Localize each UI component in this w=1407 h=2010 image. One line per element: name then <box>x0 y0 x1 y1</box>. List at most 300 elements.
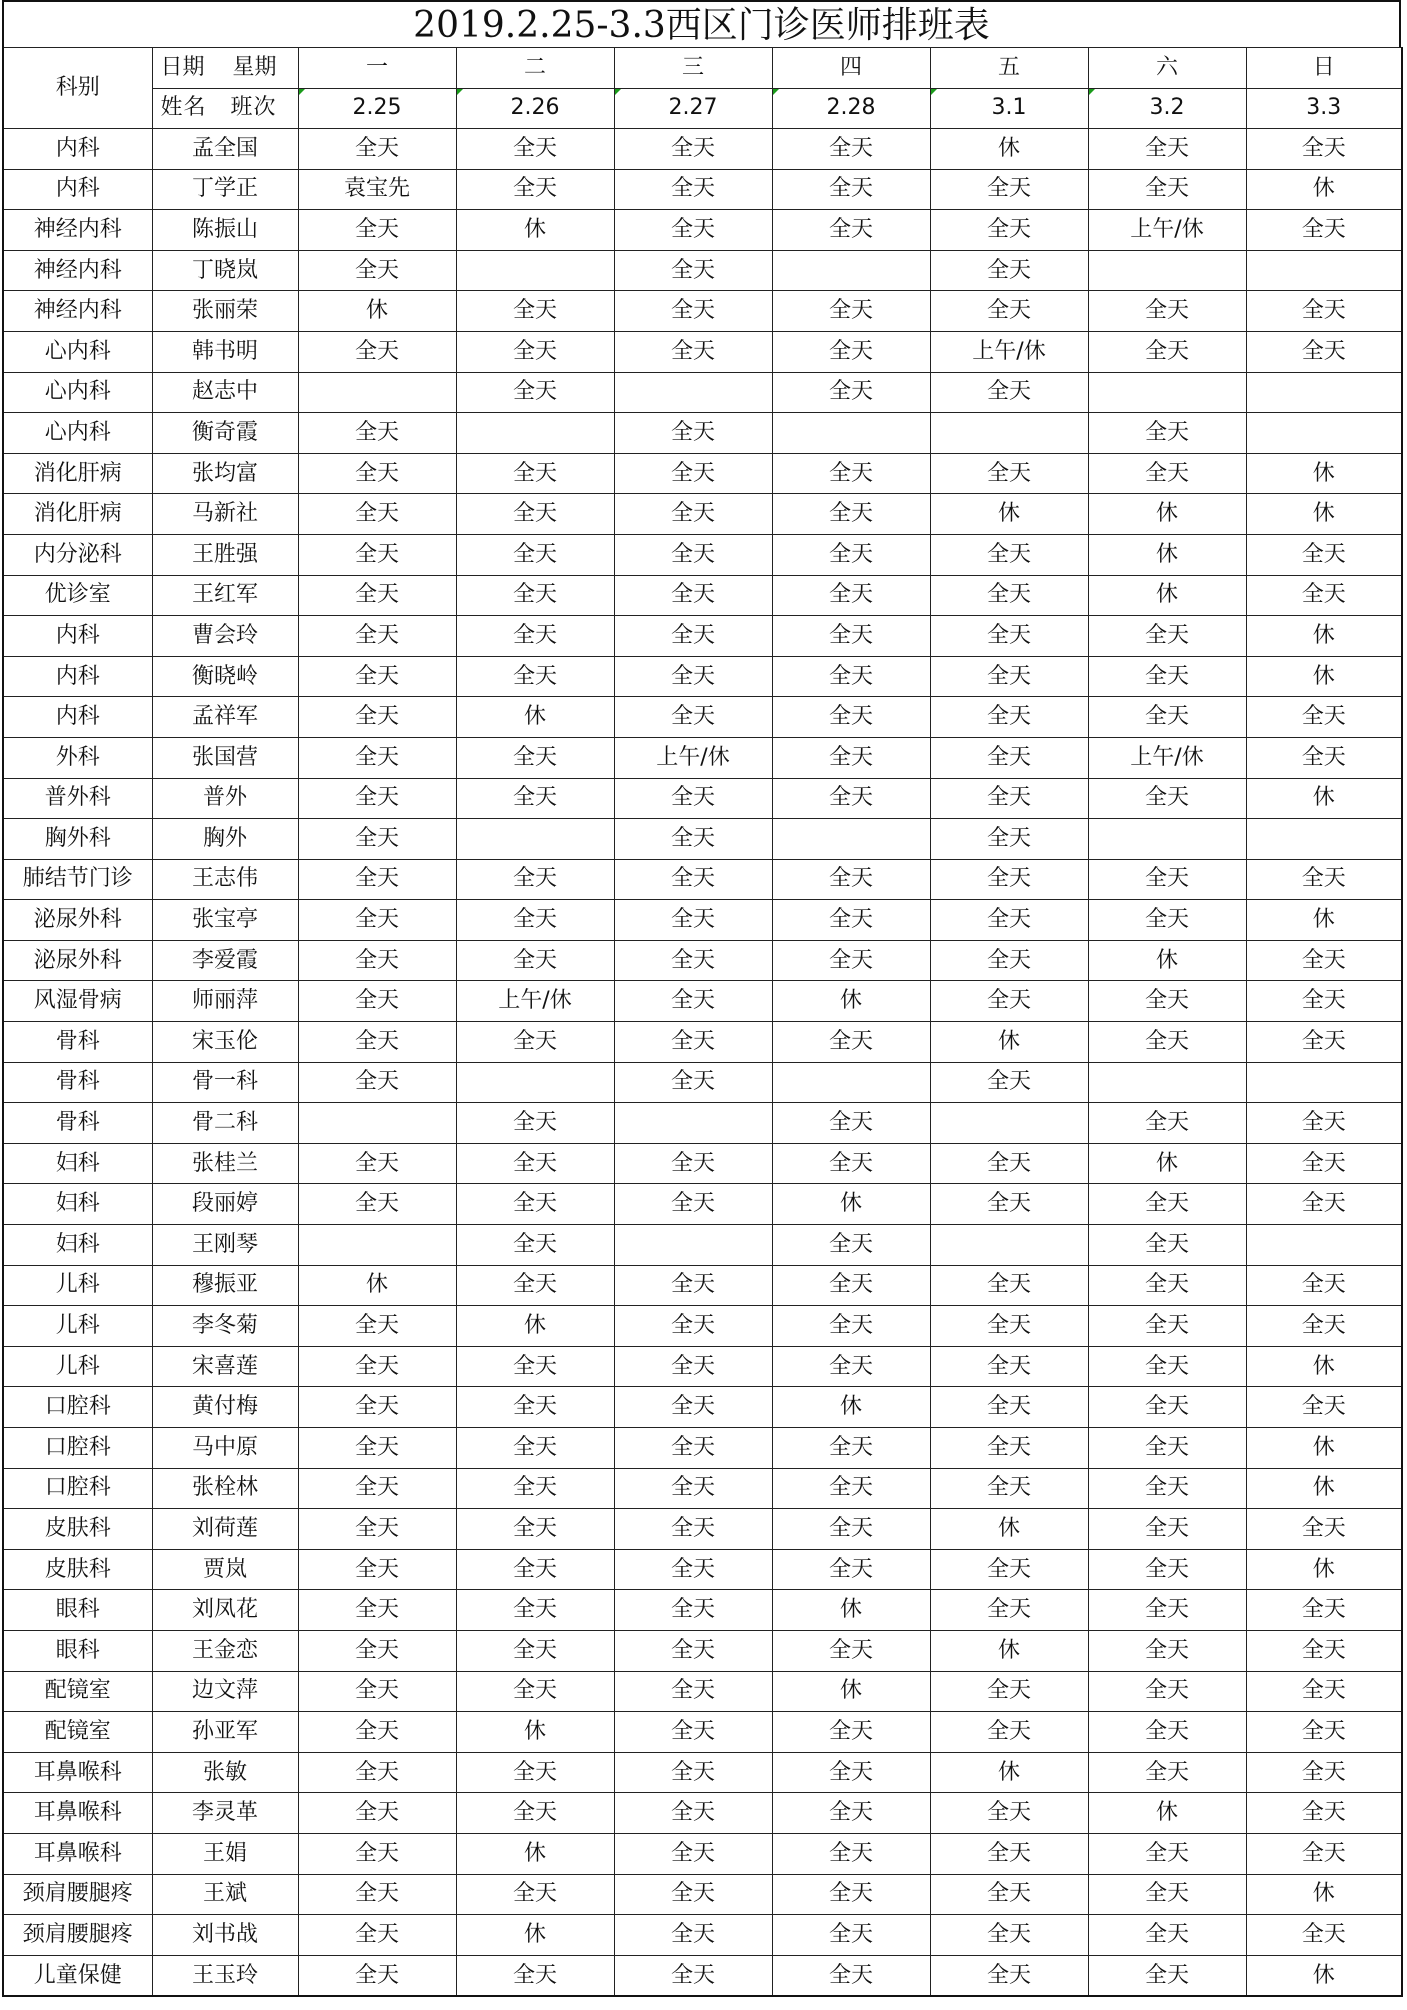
shift-cell: 全天 <box>298 331 456 372</box>
shift-cell: 全天 <box>614 1752 772 1793</box>
shift-cell: 全天 <box>1088 900 1246 941</box>
shift-cell: 全天 <box>1246 534 1402 575</box>
table-row <box>3 575 1402 616</box>
shift-cell: 全天 <box>930 1549 1088 1590</box>
table-row <box>3 1387 1402 1428</box>
date-cell: 3.3 <box>1246 88 1402 129</box>
shift-cell <box>930 1225 1088 1266</box>
shift-cell <box>456 250 614 291</box>
dept-cell: 心内科 <box>3 372 152 413</box>
shift-cell: 全天 <box>772 291 930 332</box>
shift-cell: 全天 <box>1088 1022 1246 1063</box>
shift-cell: 全天 <box>298 1387 456 1428</box>
shift-cell: 全天 <box>298 1306 456 1347</box>
date-cell: 3.1 <box>930 88 1088 129</box>
shift-cell: 全天 <box>298 900 456 941</box>
dept-cell: 耳鼻喉科 <box>3 1793 152 1834</box>
dept-cell: 泌尿外科 <box>3 940 152 981</box>
dept-cell: 妇科 <box>3 1225 152 1266</box>
shift-cell: 全天 <box>1088 413 1246 454</box>
shift-cell: 全天 <box>298 981 456 1022</box>
doctor-name-cell: 韩书明 <box>152 331 298 372</box>
shift-cell: 全天 <box>298 1955 456 1996</box>
shift-cell: 全天 <box>772 900 930 941</box>
shift-cell: 全天 <box>614 697 772 738</box>
shift-cell: 全天 <box>1088 1752 1246 1793</box>
doctor-name-cell: 马中原 <box>152 1428 298 1469</box>
schedule-body <box>3 129 1402 1997</box>
doctor-name-cell: 衡晓岭 <box>152 656 298 697</box>
doctor-name-cell: 段丽婷 <box>152 1184 298 1225</box>
shift-cell <box>1088 1062 1246 1103</box>
dept-cell: 心内科 <box>3 413 152 454</box>
doctor-name-cell: 刘书战 <box>152 1915 298 1956</box>
shift-cell: 全天 <box>298 413 456 454</box>
shift-cell: 全天 <box>298 1022 456 1063</box>
shift-cell: 全天 <box>456 778 614 819</box>
shift-cell: 全天 <box>772 940 930 981</box>
shift-cell: 全天 <box>930 900 1088 941</box>
shift-cell: 全天 <box>456 291 614 332</box>
shift-cell: 休 <box>1088 1793 1246 1834</box>
shift-cell: 全天 <box>614 331 772 372</box>
shift-cell: 全天 <box>930 1387 1088 1428</box>
shift-cell: 全天 <box>614 1590 772 1631</box>
shift-cell: 全天 <box>456 1549 614 1590</box>
shift-cell: 全天 <box>456 1428 614 1469</box>
shift-cell <box>772 1062 930 1103</box>
shift-cell: 全天 <box>456 616 614 657</box>
shift-cell: 全天 <box>930 534 1088 575</box>
doctor-name-cell: 陈振山 <box>152 210 298 251</box>
doctor-name-cell: 边文萍 <box>152 1671 298 1712</box>
shift-cell: 全天 <box>298 250 456 291</box>
shift-cell <box>456 819 614 860</box>
shift-cell: 休 <box>930 1509 1088 1550</box>
shift-cell: 全天 <box>1246 1590 1402 1631</box>
table-row <box>3 1833 1402 1874</box>
shift-cell: 全天 <box>614 1022 772 1063</box>
shift-cell: 全天 <box>614 413 772 454</box>
table-row <box>3 1549 1402 1590</box>
shift-cell: 全天 <box>1246 1833 1402 1874</box>
doctor-name-cell: 赵志中 <box>152 372 298 413</box>
dept-header: 科别 <box>3 48 152 129</box>
dept-cell: 口腔科 <box>3 1468 152 1509</box>
shift-cell: 休 <box>1246 1428 1402 1469</box>
dept-cell: 口腔科 <box>3 1428 152 1469</box>
table-row <box>3 1306 1402 1347</box>
table-row <box>3 940 1402 981</box>
table-row <box>3 778 1402 819</box>
shift-cell: 全天 <box>1088 1509 1246 1550</box>
shift-cell: 全天 <box>614 616 772 657</box>
schedule-table <box>2 47 1403 1997</box>
shift-cell: 全天 <box>456 1955 614 1996</box>
table-row <box>3 737 1402 778</box>
shift-cell: 全天 <box>772 1468 930 1509</box>
name-label: 姓名 <box>160 95 207 121</box>
shift-cell: 全天 <box>930 1184 1088 1225</box>
shift-cell: 全天 <box>298 453 456 494</box>
shift-cell: 全天 <box>772 453 930 494</box>
table-row <box>3 250 1402 291</box>
shift-cell: 全天 <box>456 169 614 210</box>
shift-cell: 全天 <box>772 1752 930 1793</box>
shift-cell: 全天 <box>1088 1874 1246 1915</box>
weekday-label: 星期 <box>232 54 277 80</box>
shift-cell: 全天 <box>772 859 930 900</box>
shift-cell: 全天 <box>1088 1428 1246 1469</box>
shift-cell: 全天 <box>1246 1143 1402 1184</box>
shift-cell: 全天 <box>298 1428 456 1469</box>
shift-cell: 休 <box>772 1590 930 1631</box>
doctor-name-cell: 王玉玲 <box>152 1955 298 1996</box>
shift-cell: 全天 <box>298 1752 456 1793</box>
dept-cell: 配镜室 <box>3 1671 152 1712</box>
doctor-name-cell: 王红军 <box>152 575 298 616</box>
doctor-name-cell: 马新社 <box>152 494 298 535</box>
shift-cell: 全天 <box>930 940 1088 981</box>
shift-cell: 全天 <box>614 453 772 494</box>
shift-cell: 全天 <box>1088 1712 1246 1753</box>
shift-cell: 全天 <box>456 1752 614 1793</box>
doctor-name-cell: 宋喜莲 <box>152 1346 298 1387</box>
shift-cell: 全天 <box>298 1590 456 1631</box>
shift-cell: 上午/休 <box>614 737 772 778</box>
shift-cell: 全天 <box>930 981 1088 1022</box>
header-row-weekdays <box>3 48 1402 89</box>
shift-cell: 全天 <box>614 1265 772 1306</box>
shift-cell <box>772 413 930 454</box>
shift-cell: 全天 <box>930 1265 1088 1306</box>
shift-cell: 全天 <box>772 778 930 819</box>
dept-cell: 肺结节门诊 <box>3 859 152 900</box>
shift-cell: 全天 <box>1088 129 1246 170</box>
shift-cell: 全天 <box>298 1062 456 1103</box>
shift-cell: 休 <box>456 210 614 251</box>
shift-cell: 休 <box>1246 900 1402 941</box>
shift-cell: 全天 <box>772 1346 930 1387</box>
shift-cell: 全天 <box>456 1509 614 1550</box>
dept-cell: 内科 <box>3 169 152 210</box>
table-row <box>3 1712 1402 1753</box>
doctor-name-cell: 张均富 <box>152 453 298 494</box>
shift-cell: 全天 <box>298 1793 456 1834</box>
shift-cell: 全天 <box>614 1915 772 1956</box>
doctor-name-cell: 张丽荣 <box>152 291 298 332</box>
shift-cell <box>298 1103 456 1144</box>
shift-cell: 全天 <box>1246 1103 1402 1144</box>
shift-cell: 休 <box>1246 1955 1402 1996</box>
table-row <box>3 494 1402 535</box>
doctor-name-cell: 李冬菊 <box>152 1306 298 1347</box>
shift-cell: 全天 <box>1246 210 1402 251</box>
table-row <box>3 1184 1402 1225</box>
shift-cell: 全天 <box>298 1143 456 1184</box>
shift-cell: 全天 <box>1246 1630 1402 1671</box>
shift-cell: 全天 <box>456 1387 614 1428</box>
dept-cell: 神经内科 <box>3 291 152 332</box>
shift-cell: 全天 <box>456 534 614 575</box>
table-row <box>3 1955 1402 1996</box>
shift-cell: 全天 <box>614 1468 772 1509</box>
date-cell: 2.26 <box>456 88 614 129</box>
doctor-name-cell: 师丽萍 <box>152 981 298 1022</box>
shift-cell <box>614 372 772 413</box>
shift-cell: 全天 <box>298 1346 456 1387</box>
shift-cell: 全天 <box>614 981 772 1022</box>
shift-cell: 全天 <box>930 453 1088 494</box>
table-row <box>3 534 1402 575</box>
shift-cell: 全天 <box>1088 1265 1246 1306</box>
shift-cell: 休 <box>1246 616 1402 657</box>
shift-cell: 全天 <box>614 778 772 819</box>
shift-cell: 休 <box>772 1184 930 1225</box>
table-row <box>3 372 1402 413</box>
shift-cell: 全天 <box>930 1712 1088 1753</box>
shift-cell: 全天 <box>298 129 456 170</box>
doctor-name-cell: 曹会玲 <box>152 616 298 657</box>
shift-cell <box>1246 1225 1402 1266</box>
weekday-cell: 五 <box>930 48 1088 89</box>
shift-cell: 全天 <box>1088 1225 1246 1266</box>
shift-cell: 全天 <box>1088 981 1246 1022</box>
shift-cell: 全天 <box>298 1184 456 1225</box>
shift-cell: 全天 <box>930 656 1088 697</box>
dept-cell: 骨科 <box>3 1103 152 1144</box>
shift-cell: 全天 <box>772 737 930 778</box>
shift-cell: 休 <box>456 1915 614 1956</box>
dept-cell: 骨科 <box>3 1062 152 1103</box>
shift-cell: 全天 <box>614 656 772 697</box>
shift-cell: 全天 <box>1246 1752 1402 1793</box>
shift-cell: 休 <box>456 1306 614 1347</box>
shift-cell: 全天 <box>456 1143 614 1184</box>
doctor-name-cell: 穆振亚 <box>152 1265 298 1306</box>
table-row <box>3 413 1402 454</box>
table-row <box>3 819 1402 860</box>
table-row <box>3 210 1402 251</box>
doctor-name-cell: 张桂兰 <box>152 1143 298 1184</box>
shift-cell: 全天 <box>772 1630 930 1671</box>
shift-cell: 全天 <box>772 1225 930 1266</box>
doctor-name-cell: 李灵革 <box>152 1793 298 1834</box>
shift-cell: 全天 <box>772 1509 930 1550</box>
shift-cell: 全天 <box>1088 1915 1246 1956</box>
shift-cell: 全天 <box>614 291 772 332</box>
shift-cell: 全天 <box>298 859 456 900</box>
shift-cell: 全天 <box>930 575 1088 616</box>
weekday-cell: 六 <box>1088 48 1246 89</box>
shift-cell: 全天 <box>298 697 456 738</box>
dept-cell: 内科 <box>3 129 152 170</box>
doctor-name-cell: 王刚琴 <box>152 1225 298 1266</box>
shift-cell: 全天 <box>614 1184 772 1225</box>
dept-cell: 妇科 <box>3 1184 152 1225</box>
shift-cell: 全天 <box>1088 1630 1246 1671</box>
shift-cell <box>456 413 614 454</box>
dept-cell: 口腔科 <box>3 1387 152 1428</box>
shift-cell: 全天 <box>298 737 456 778</box>
dept-cell: 内科 <box>3 656 152 697</box>
shift-cell <box>1088 250 1246 291</box>
shift-cell: 全天 <box>772 331 930 372</box>
shift-cell: 全天 <box>614 1833 772 1874</box>
shift-cell <box>1246 1062 1402 1103</box>
shift-cell: 全天 <box>456 1184 614 1225</box>
table-row <box>3 1468 1402 1509</box>
doctor-name-cell: 王志伟 <box>152 859 298 900</box>
shift-cell: 休 <box>930 1630 1088 1671</box>
shift-cell <box>772 250 930 291</box>
shift-cell: 休 <box>1088 1143 1246 1184</box>
shift-cell: 全天 <box>614 129 772 170</box>
shift-cell: 全天 <box>1246 1387 1402 1428</box>
shift-cell: 全天 <box>1246 1265 1402 1306</box>
shift-cell: 全天 <box>772 129 930 170</box>
shift-cell: 全天 <box>1246 1793 1402 1834</box>
shift-cell: 全天 <box>1088 1306 1246 1347</box>
shift-cell: 全天 <box>614 1306 772 1347</box>
shift-cell: 全天 <box>772 1143 930 1184</box>
shift-cell: 全天 <box>1246 1184 1402 1225</box>
doctor-name-cell: 胸外 <box>152 819 298 860</box>
shift-cell: 全天 <box>456 1103 614 1144</box>
dept-cell: 胸外科 <box>3 819 152 860</box>
shift-cell: 全天 <box>930 291 1088 332</box>
dept-cell: 心内科 <box>3 331 152 372</box>
table-row <box>3 331 1402 372</box>
shift-cell: 全天 <box>614 1387 772 1428</box>
shift-cell: 休 <box>456 697 614 738</box>
shift-cell: 全天 <box>930 169 1088 210</box>
shift-cell: 全天 <box>614 1793 772 1834</box>
dept-cell: 耳鼻喉科 <box>3 1752 152 1793</box>
shift-cell: 全天 <box>930 1874 1088 1915</box>
shift-cell: 全天 <box>772 494 930 535</box>
shift-cell: 全天 <box>930 1428 1088 1469</box>
shift-cell: 全天 <box>298 1630 456 1671</box>
shift-cell: 全天 <box>930 1143 1088 1184</box>
table-row <box>3 291 1402 332</box>
shift-cell: 全天 <box>298 1874 456 1915</box>
table-row <box>3 1103 1402 1144</box>
shift-cell: 全天 <box>930 1955 1088 1996</box>
weekday-cell: 日 <box>1246 48 1402 89</box>
shift-cell: 全天 <box>930 250 1088 291</box>
doctor-name-cell: 刘荷莲 <box>152 1509 298 1550</box>
date-cell: 3.2 <box>1088 88 1246 129</box>
table-row <box>3 129 1402 170</box>
page-title: 2019.2.25-3.3西区门诊医师排班表 <box>2 0 1401 47</box>
shift-cell <box>1246 819 1402 860</box>
header-row-dates <box>3 88 1402 129</box>
shift-cell: 休 <box>772 1387 930 1428</box>
doctor-name-cell: 宋玉伦 <box>152 1022 298 1063</box>
shift-cell: 全天 <box>298 656 456 697</box>
shift-cell: 全天 <box>772 616 930 657</box>
shift-cell: 全天 <box>1088 169 1246 210</box>
dept-cell: 内科 <box>3 697 152 738</box>
dept-cell: 皮肤科 <box>3 1549 152 1590</box>
shift-cell: 全天 <box>772 1103 930 1144</box>
dept-cell: 儿科 <box>3 1306 152 1347</box>
shift-cell: 全天 <box>298 940 456 981</box>
shift-cell: 全天 <box>456 859 614 900</box>
shift-cell: 全天 <box>772 1265 930 1306</box>
shift-cell: 全天 <box>1246 1306 1402 1347</box>
shift-cell: 全天 <box>1246 1671 1402 1712</box>
table-row <box>3 981 1402 1022</box>
shift-cell: 全天 <box>1246 1022 1402 1063</box>
doctor-name-cell: 孟祥军 <box>152 697 298 738</box>
dept-cell: 颈肩腰腿疼 <box>3 1915 152 1956</box>
table-row <box>3 453 1402 494</box>
weekday-cell: 一 <box>298 48 456 89</box>
shift-cell: 全天 <box>772 1915 930 1956</box>
shift-cell: 全天 <box>1088 1671 1246 1712</box>
shift-cell: 全天 <box>298 1509 456 1550</box>
shift-cell: 全天 <box>930 616 1088 657</box>
date-cell: 2.28 <box>772 88 930 129</box>
shift-cell: 全天 <box>1088 1955 1246 1996</box>
schedule-sheet <box>2 0 1401 1997</box>
shift-cell <box>1088 372 1246 413</box>
shift-cell: 全天 <box>298 1712 456 1753</box>
shift-cell: 休 <box>930 1752 1088 1793</box>
shift-cell: 全天 <box>456 737 614 778</box>
shift-cell: 全天 <box>1246 737 1402 778</box>
doctor-name-cell: 张栓林 <box>152 1468 298 1509</box>
dept-cell: 优诊室 <box>3 575 152 616</box>
dept-cell: 眼科 <box>3 1630 152 1671</box>
shift-cell: 休 <box>1246 1549 1402 1590</box>
table-row <box>3 1752 1402 1793</box>
table-row <box>3 616 1402 657</box>
dept-cell: 耳鼻喉科 <box>3 1833 152 1874</box>
dept-cell: 内科 <box>3 616 152 657</box>
shift-cell: 全天 <box>614 900 772 941</box>
shift-cell: 全天 <box>456 129 614 170</box>
shift-cell: 全天 <box>1088 1468 1246 1509</box>
doctor-name-cell: 李爱霞 <box>152 940 298 981</box>
shift-cell: 全天 <box>298 1549 456 1590</box>
shift-cell: 全天 <box>772 1712 930 1753</box>
doctor-name-cell: 丁学正 <box>152 169 298 210</box>
shift-cell: 全天 <box>614 1062 772 1103</box>
shift-cell: 全天 <box>772 1874 930 1915</box>
dept-cell: 骨科 <box>3 1022 152 1063</box>
shift-cell: 休 <box>1088 575 1246 616</box>
weekday-cell: 四 <box>772 48 930 89</box>
shift-cell: 全天 <box>930 372 1088 413</box>
date-cell: 2.27 <box>614 88 772 129</box>
shift-cell: 全天 <box>614 1712 772 1753</box>
shift-cell: 全天 <box>930 1346 1088 1387</box>
weekday-cell: 二 <box>456 48 614 89</box>
dept-cell: 颈肩腰腿疼 <box>3 1874 152 1915</box>
shift-cell: 全天 <box>772 1793 930 1834</box>
doctor-name-cell: 普外 <box>152 778 298 819</box>
table-row <box>3 1022 1402 1063</box>
shift-cell: 全天 <box>772 1549 930 1590</box>
dept-cell: 儿科 <box>3 1265 152 1306</box>
shift-cell: 全天 <box>1246 1915 1402 1956</box>
shift-cell: 休 <box>1246 1468 1402 1509</box>
shift-cell: 全天 <box>614 1346 772 1387</box>
doctor-name-cell: 张宝亭 <box>152 900 298 941</box>
